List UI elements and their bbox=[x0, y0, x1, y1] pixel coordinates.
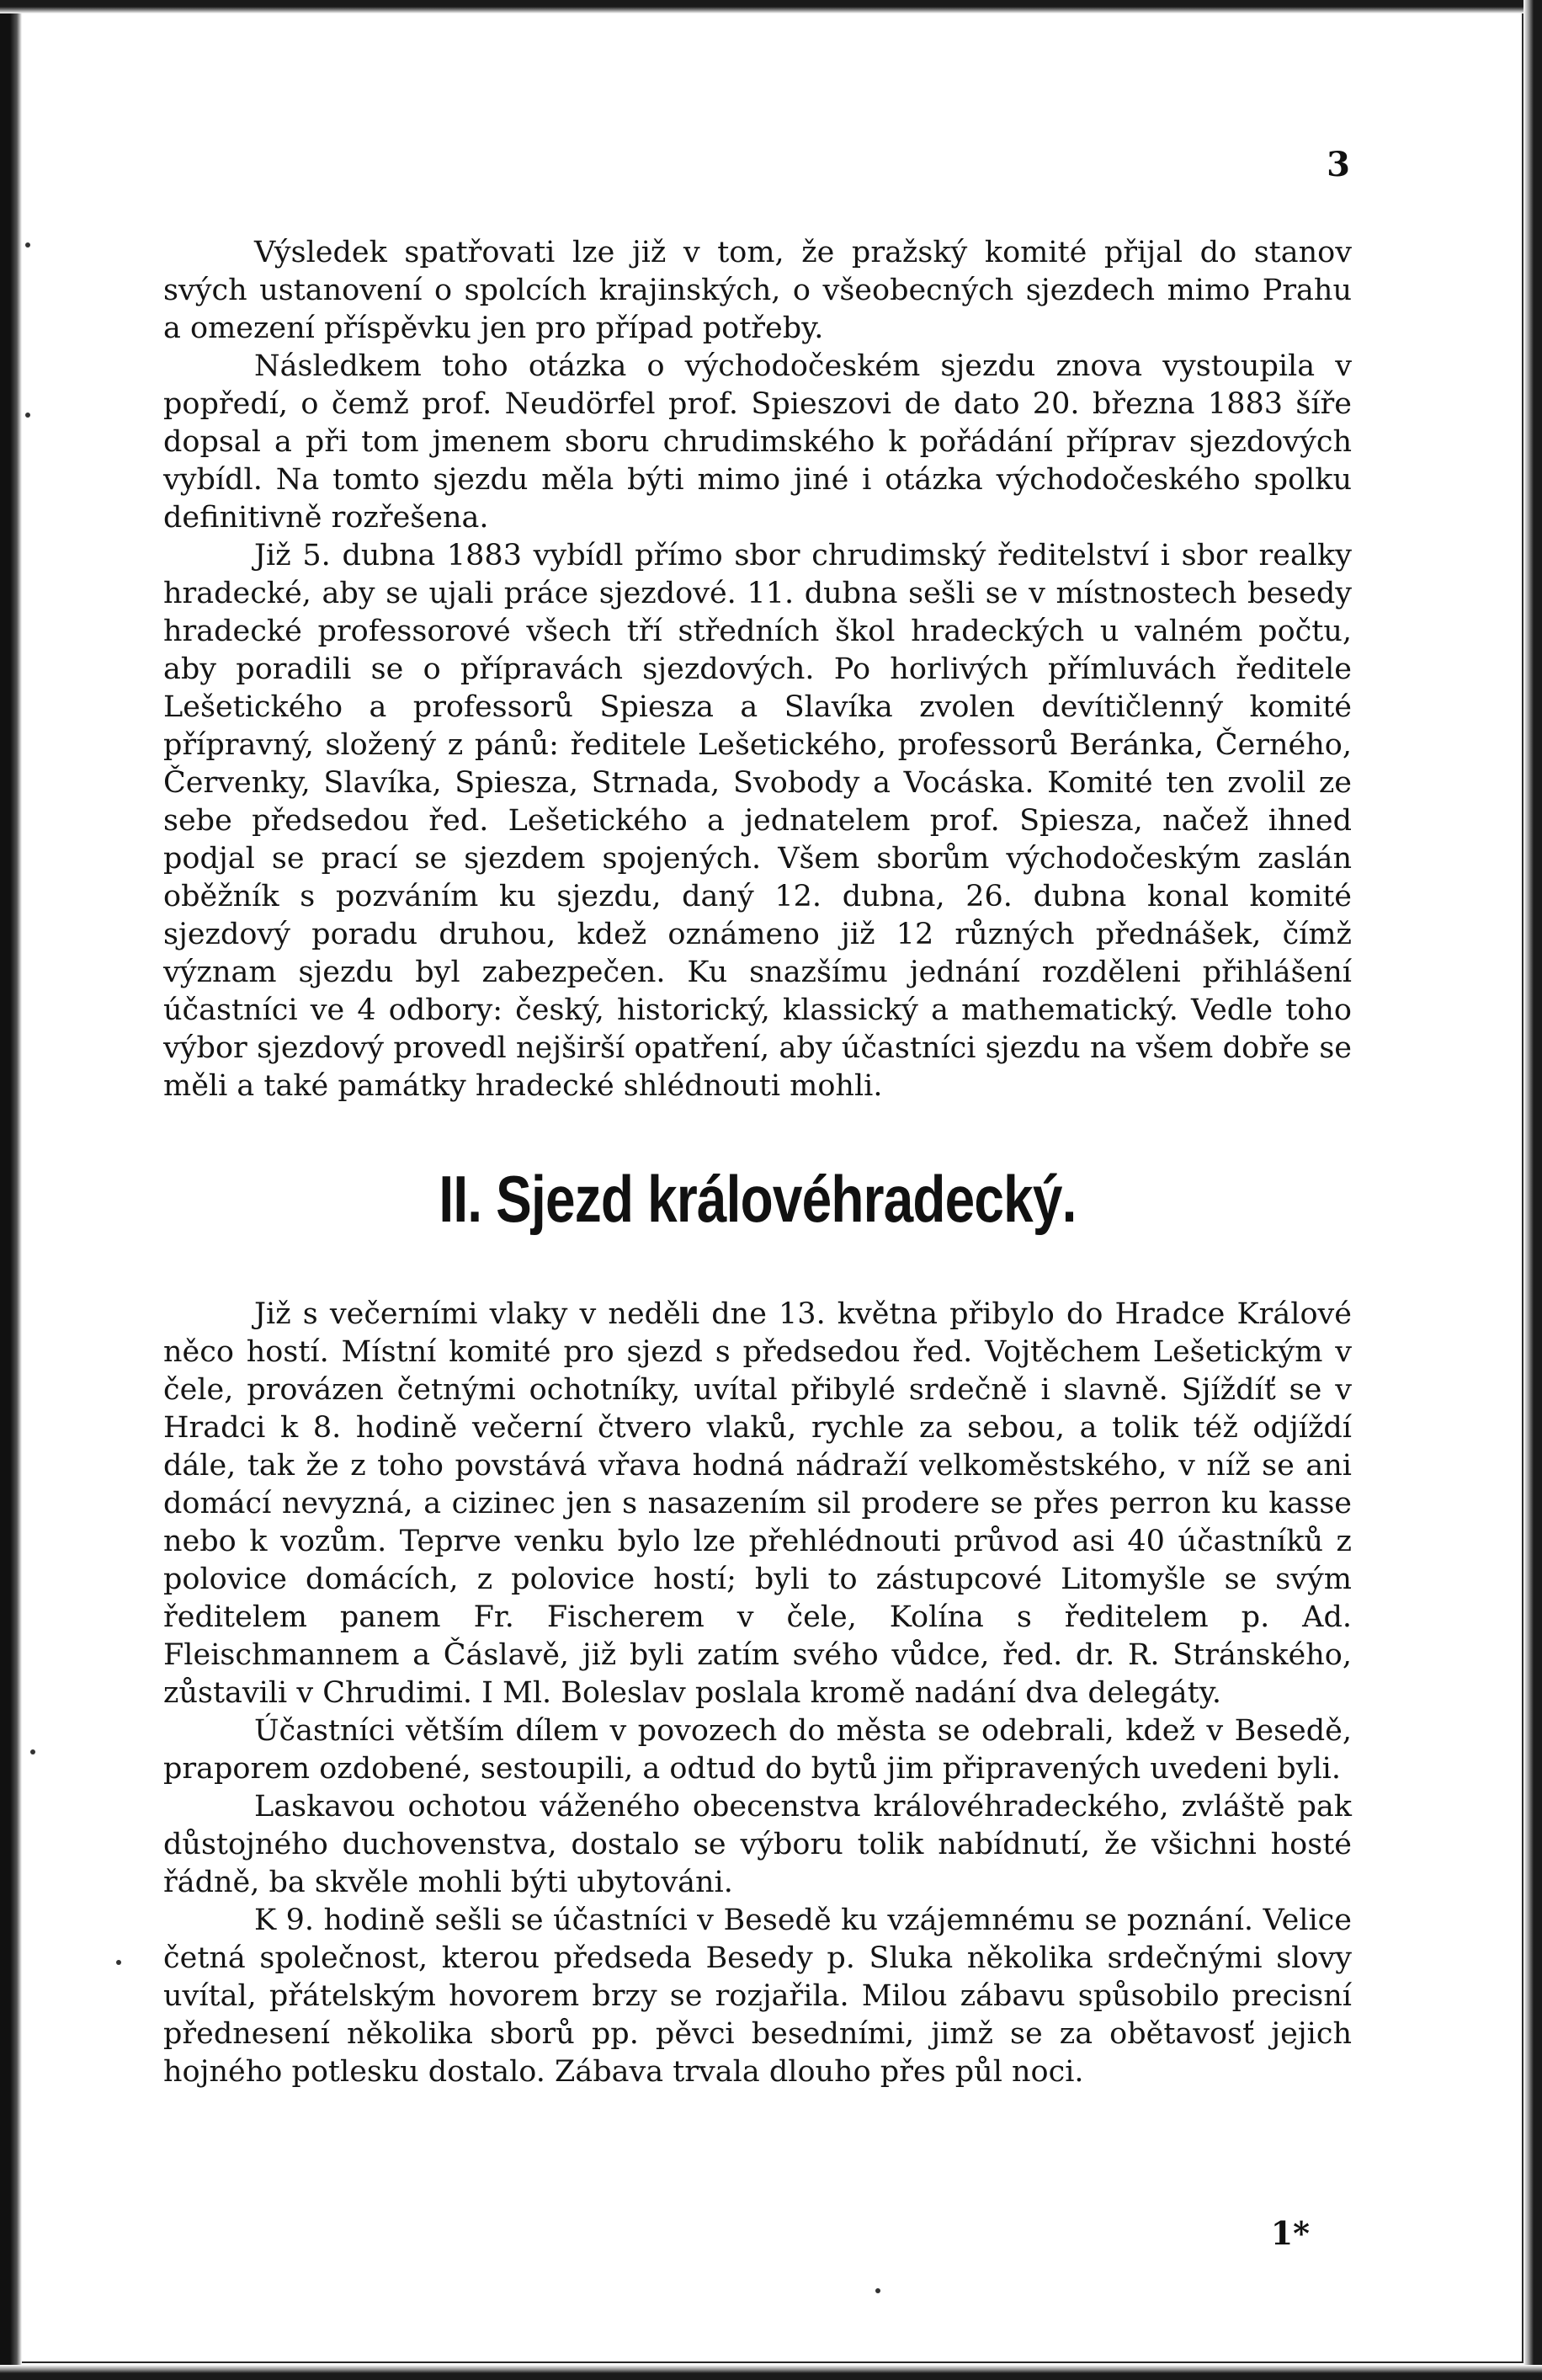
scan-speck bbox=[30, 1749, 35, 1754]
paragraph: Laskavou ochotou váženého obecenstva královéhradeckého, zvláště pak důstojného duchovenstva, dostalo se výboru tolik nabídnutí, že všichni hosté řádně, ba skvěle mohli býti ubytováni. bbox=[163, 1790, 1352, 1899]
signature-mark: 1* bbox=[1270, 2214, 1310, 2252]
paragraph: K 9. hodině sešli se účastníci v Besedě ku vzájemnému se poznání. Velice četná společnost, kterou předseda Besedy p. Sluka několika srdečnými slovy uvítal, přátelským hovorem brzy se rozjařila. Milou zábavu spůsobilo precisní přednesení několika sborů pp. pěvci besedními, jimž se za obětavosť jejich hojného potlesku dostalo. Zábava trvala dlouho přes půl noci. bbox=[163, 1903, 1352, 2089]
scan-bottom-edge bbox=[0, 2365, 1542, 2380]
scan-left-edge bbox=[0, 0, 22, 2380]
scan-right-edge bbox=[1523, 0, 1542, 2380]
scan-speck bbox=[25, 242, 30, 248]
page-number: 3 bbox=[1327, 145, 1350, 184]
paragraph: Následkem toho otázka o východočeském sjezdu znova vystoupila v popředí, o čemž prof. Neudörfel prof. Spieszovi de dato 20. března 1883 šíře dopsal a při tom jmenem sboru chrudimského k pořádání příprav sjezdových vybídl. Na tomto sjezdu měla býti mimo jiné i otázka východočeského spolku definitivně rozřešena. bbox=[163, 349, 1352, 535]
paragraph: Již 5. dubna 1883 vybídl přímo sbor chrudimský ředitelství i sbor realky hradecké, aby se ujali práce sjezdové. 11. dubna sešli se v místnostech besedy hradecké professorové všech tří středních škol hradeckých u valném počtu, aby poradili se o přípravách sjezdových. Po horlivých přímluvách ředitele Lešetického a professorů Spiesza a Slavíka zvolen devítičlenný komité přípravný, složený z pánů: ředitele Lešetického, professorů Beránka, Černého, Červenky, Slavíka, Spiesza, Strnada, Svobody a Vocáska. Komité ten zvolil ze sebe předsedou řed. Lešetického a jednatelem prof. Spiesza, načež ihned podjal se prací se sjezdem spojených. Všem sborům východočeským zaslán oběžník s pozváním ku sjezdu, daný 12. dubna, 26. dubna konal komité sjezdový poradu druhou, kdež oznámeno již 12 různých přednášek, čímž význam sjezdu byl zabezpečen. Ku snazšímu jednání rozděleni přihlášení účastníci ve 4 odbory: český, historický, klassický a mathematický. Vedle toho výbor sjezdový provedl nejširší opatření, aby účastníci sjezdu na všem dobře se měli a také památky hradecké shlédnouti mohli. bbox=[163, 539, 1352, 1103]
page-body bbox=[163, 234, 1352, 2091]
scan-top-edge bbox=[0, 0, 1542, 13]
paragraph: Účastníci větším dílem v povozech do města se odebrali, kdež v Besedě, praporem ozdobené, sestoupili, a odtud do bytů jim připravených uvedeni byli. bbox=[163, 1714, 1352, 1786]
section-heading: II. Sjezd královéhradecký. bbox=[439, 1162, 1077, 1236]
scan-speck bbox=[116, 1960, 121, 1965]
scan-speck bbox=[25, 413, 30, 418]
paragraph: Již s večerními vlaky v neděli dne 13. května přibylo do Hradce Králové něco hostí. Místní komité pro sjezd s předsedou řed. Vojtěchem Lešetickým v čele, provázen četnými ochotníky, uvítal přibylé srdečně i slavně. Sjíždíť se v Hradci k 8. hodině večerní čtvero vlaků, rychle za sebou, a tolik též odjíždí dále, tak že z toho povstává vřava hodná nádraží velkoměstského, v níž se ani domácí nevyzná, a cizinec jen s nasazením sil prodere se přes perron ku kasse nebo k vozům. Teprve venku bylo lze přehlédnouti průvod asi 40 účastníků z polovice domácích, z polovice hostí; byli to zástupcové Litomyšle se svým ředitelem panem Fr. Fischerem v čele, Kolína s ředitelem p. Ad. Fleischmannem a Čáslavě, již byli zatím svého vůdce, řed. dr. R. Stránského, zůstavili v Chrudimi. I Ml. Boleslav poslala kromě nadání dva delegáty. bbox=[163, 1297, 1352, 1710]
scan-speck bbox=[875, 2288, 880, 2293]
paragraph: Výsledek spatřovati lze již v tom, že pražský komité přijal do stanov svých ustanovení o spolcích krajinských, o všeobecných sjezdech mimo Prahu a omezení příspěvku jen pro případ potřeby. bbox=[163, 236, 1352, 345]
